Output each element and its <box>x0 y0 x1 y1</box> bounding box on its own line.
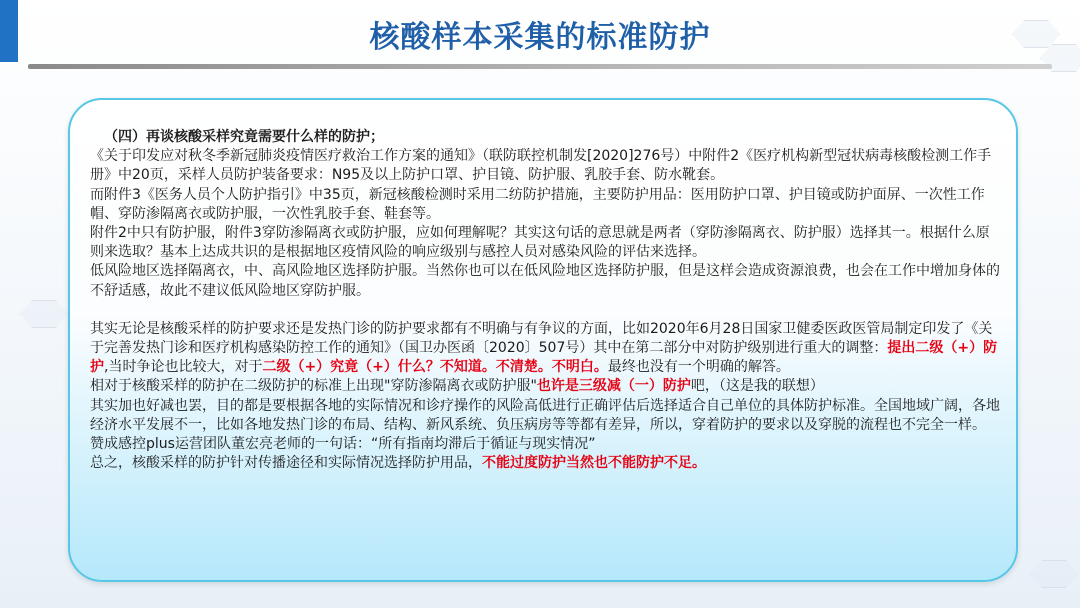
paragraph-9 <box>90 454 1002 473</box>
paragraph-5-text-a: 其实无论是核酸采样的防护要求还是发热门诊的防护要求都有不明确与有争议的方面，比如2020年6月28日国家卫健委医政医管局制定印发了《关于完善发热门诊和医疗机构感染防控工作的通知》（国卫办医函〔2020〕507号）其中在第二部分中对防护级别进行重大的调整： <box>90 320 993 357</box>
paragraph-9-text-a: 总之，核酸采样的防护针对传播途径和实际情况选择防护用品， <box>90 455 482 472</box>
paragraph-6 <box>90 377 1002 396</box>
paragraph-1: 《关于印发应对秋冬季新冠肺炎疫情医疗救治工作方案的通知》（联防联控机制发[2020]276号）中附件2《医疗机构新型冠状病毒核酸检测工作手册》中20页，采样人员防护装备要求：N95及以上防护口罩、护目镜、防护服、乳胶手套、防水靴套。 <box>90 148 992 184</box>
highlight-level3-minus: 也许是三级减（一）防护 <box>536 378 691 395</box>
title-divider <box>28 64 1052 69</box>
page-title: 核酸样本采集的标准防护 <box>369 20 711 55</box>
highlight-unclear: 二级（+）究竟（+）什么？不知道。不清楚。不明白。 <box>262 359 608 376</box>
spacer <box>90 301 1002 320</box>
hex-decoration <box>20 300 68 328</box>
paragraph-5-text-c: 最终也没有一个明确的解答。 <box>607 359 790 376</box>
paragraph-5 <box>90 320 1002 378</box>
paragraph-5-text-b: ,当时争论也比较大，对于 <box>104 359 263 376</box>
paragraph-2: 而附件3《医务人员个人防护指引》中35页，新冠核酸检测时采用二纺防护措施，主要防护用品：医用防护口罩、护目镜或防护面屏、一次性工作帽、穿防渗隔离衣或防护服，一次性乳胶手套、鞋套等。 <box>90 186 985 222</box>
highlight-level2-plus: 提出二级（+）防护 <box>90 340 998 376</box>
paragraph-6-text-a: 相对于核酸采样的防护在二级防护的标准上出现"穿防渗隔离衣或防护服" <box>90 378 537 395</box>
section-heading: （四）再谈核酸采样究竟需要什么样的防护； <box>104 129 384 145</box>
paragraph-3: 附件2中只有防护服，附件3穿防渗隔离衣或防护服，应如何理解呢？其实这句话的意思就是两者（穿防渗隔离衣、防护服）选择其一。根据什么原则来选取？基本上达成共识的是根据地区疫情风险的响应级别与感控人员对感染风险的评估来选择。 <box>90 225 990 261</box>
paragraph-8: 赞成感控plus运营团队董宏亮老师的一句话：“所有指南均滞后于循证与现实情况” <box>90 436 596 453</box>
paragraph-7: 其实加也好减也罢，目的都是要根据各地的实际情况和诊疗操作的风险高低进行正确评估后选择适合自己单位的具体防护标准。全国地域广阔，各地经济水平发展不一，比如各地发热门诊的布局、结构、新风系统、负压病房等等都有差异，所以，穿着防护的要求以及穿脱的流程也不完全一样。 <box>90 397 1000 433</box>
highlight-conclusion: 不能过度防护当然也不能防护不足。 <box>482 455 706 472</box>
hex-decoration <box>1030 560 1078 588</box>
paragraph-4: 低风险地区选择隔离衣，中、高风险地区选择防护服。当然你也可以在低风险地区选择防护服，但是这样会造成资源浪费，也会在工作中增加身体的不舒适感，故此不建议低风险地区穿防护服。 <box>90 263 1000 299</box>
paragraph-6-text-b: 吧，（这是我的联想） <box>690 378 824 395</box>
content-card <box>68 98 1018 582</box>
